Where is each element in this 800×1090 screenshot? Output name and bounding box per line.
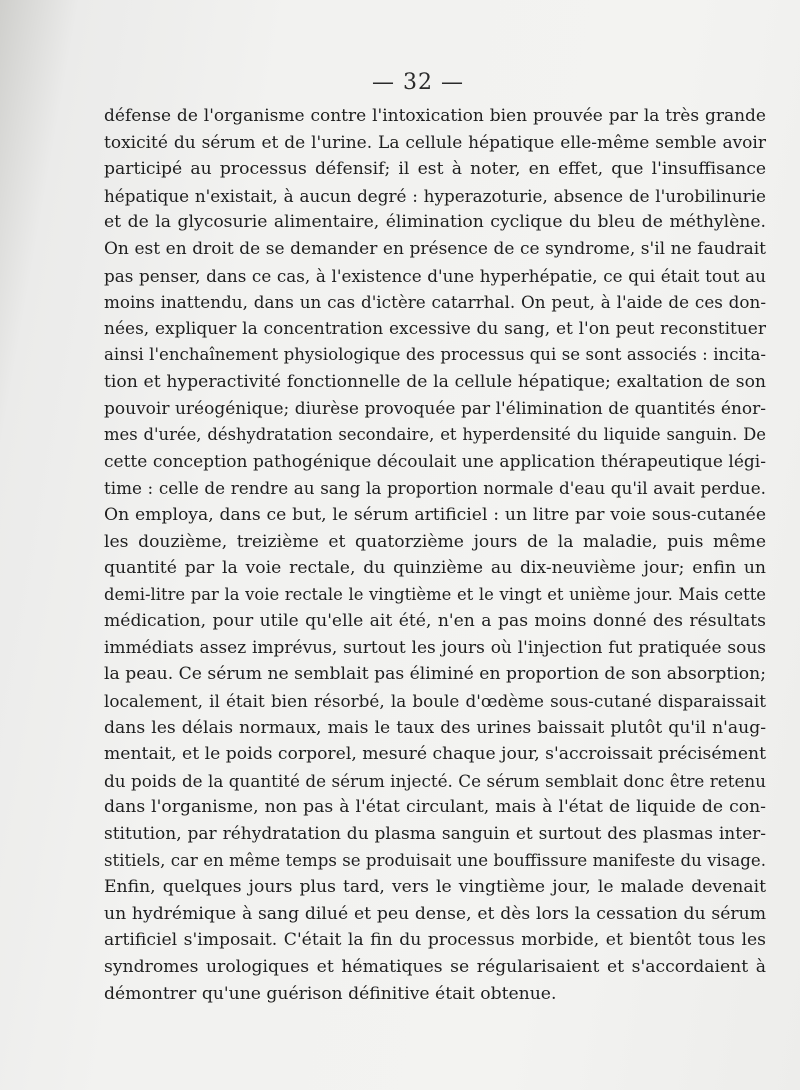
text-line: participé au processus défensif; il est à noter, en effet, que l'insuffisance: [104, 159, 766, 180]
text-line: stitiels, car en même temps se produisait une bouffissure manifeste du visage.: [104, 850, 766, 870]
text-line: artificiel s'imposait. C'était la fin du processus morbide, et bientôt tous les: [104, 930, 766, 951]
text-line: défense de l'organisme contre l'intoxication bien prouvée par la très grande: [104, 106, 766, 126]
text-line: pouvoir uréogénique; diurèse provoquée par l'élimination de quantités énor-: [104, 398, 766, 419]
text-line: localement, il était bien résorbé, la boule d'œdème sous-cutané disparaissait: [104, 691, 766, 712]
text-line: cette conception pathogénique découlait une application thérapeutique légi-: [104, 451, 766, 472]
page-number: — 32 —: [372, 70, 464, 95]
text-line: dans l'organisme, non pas à l'état circulant, mais à l'état de liquide de con-: [104, 797, 766, 818]
text-line: pas penser, dans ce cas, à l'existence d'une hyperhépatie, ce qui était tout au: [104, 265, 766, 286]
text-line: ainsi l'enchaînement physiologique des processus qui se sont associés : incita-: [104, 345, 766, 365]
text-line: immédiats assez imprévus, surtout les jours où l'injection fut pratiquée sous: [104, 637, 766, 658]
text-line: quantité par la voie rectale, du quinzième au dix-neuvième jour; enfin un: [104, 558, 766, 579]
text-line: mes d'urée, déshydratation secondaire, et hyperdensité du liquide sanguin. De: [104, 425, 766, 445]
text-line: demi-litre par la voie rectale le vingtième et le vingt et unième jour. Mais cette: [104, 584, 766, 604]
text-line: time : celle de rendre au sang la proportion normale d'eau qu'il avait perdue.: [104, 478, 766, 499]
text-line: et de la glycosurie alimentaire, élimination cyclique du bleu de méthylène.: [104, 212, 766, 233]
text-line: démontrer qu'une guérison définitive était obtenue.: [104, 983, 557, 1004]
text-line: un hydrémique à sang dilué et peu dense, et dès lors la cessation du sérum: [104, 903, 766, 924]
text-line: moins inattendu, dans un cas d'ictère catarrhal. On peut, à l'aide de ces don-: [104, 292, 766, 313]
body-paragraph: [104, 103, 766, 1007]
text-line: On est en droit de se demander en présence de ce syndrome, s'il ne faudrait: [104, 238, 766, 259]
text-line: On employa, dans ce but, le sérum artificiel : un litre par voie sous-cutanée: [104, 504, 766, 525]
text-line: médication, pour utile qu'elle ait été, n'en a pas moins donné des résultats: [104, 611, 766, 632]
text-line: les douzième, treizième et quatorzième jours de la maladie, puis même: [104, 531, 766, 552]
text-line: tion et hyperactivité fonctionnelle de la cellule hépatique; exaltation de son: [104, 371, 766, 392]
text-line: mentait, et le poids corporel, mesuré chaque jour, s'accroissait précisément: [104, 744, 766, 765]
text-line: du poids de la quantité de sérum injecté. Ce sérum semblait donc être retenu: [104, 770, 766, 791]
text-line: hépatique n'existait, à aucun degré : hyperazoturie, absence de l'urobilinurie: [104, 185, 766, 206]
text-line: la peau. Ce sérum ne semblait pas éliminé en proportion de son absorption;: [104, 664, 766, 685]
text-line: syndromes urologiques et hématiques se régularisaient et s'accordaient à: [104, 957, 766, 977]
text-line: toxicité du sérum et de l'urine. La cellule hépatique elle-même semble avoir: [104, 132, 766, 153]
text-line: dans les délais normaux, mais le taux des urines baissait plutôt qu'il n'aug-: [104, 717, 766, 738]
text-line: stitution, par réhydratation du plasma sanguin et surtout des plasmas inter-: [104, 824, 766, 845]
text-line: nées, expliquer la concentration excessive du sang, et l'on peut reconstituer: [104, 318, 766, 339]
text-line: Enfin, quelques jours plus tard, vers le vingtième jour, le malade devenait: [104, 877, 766, 898]
